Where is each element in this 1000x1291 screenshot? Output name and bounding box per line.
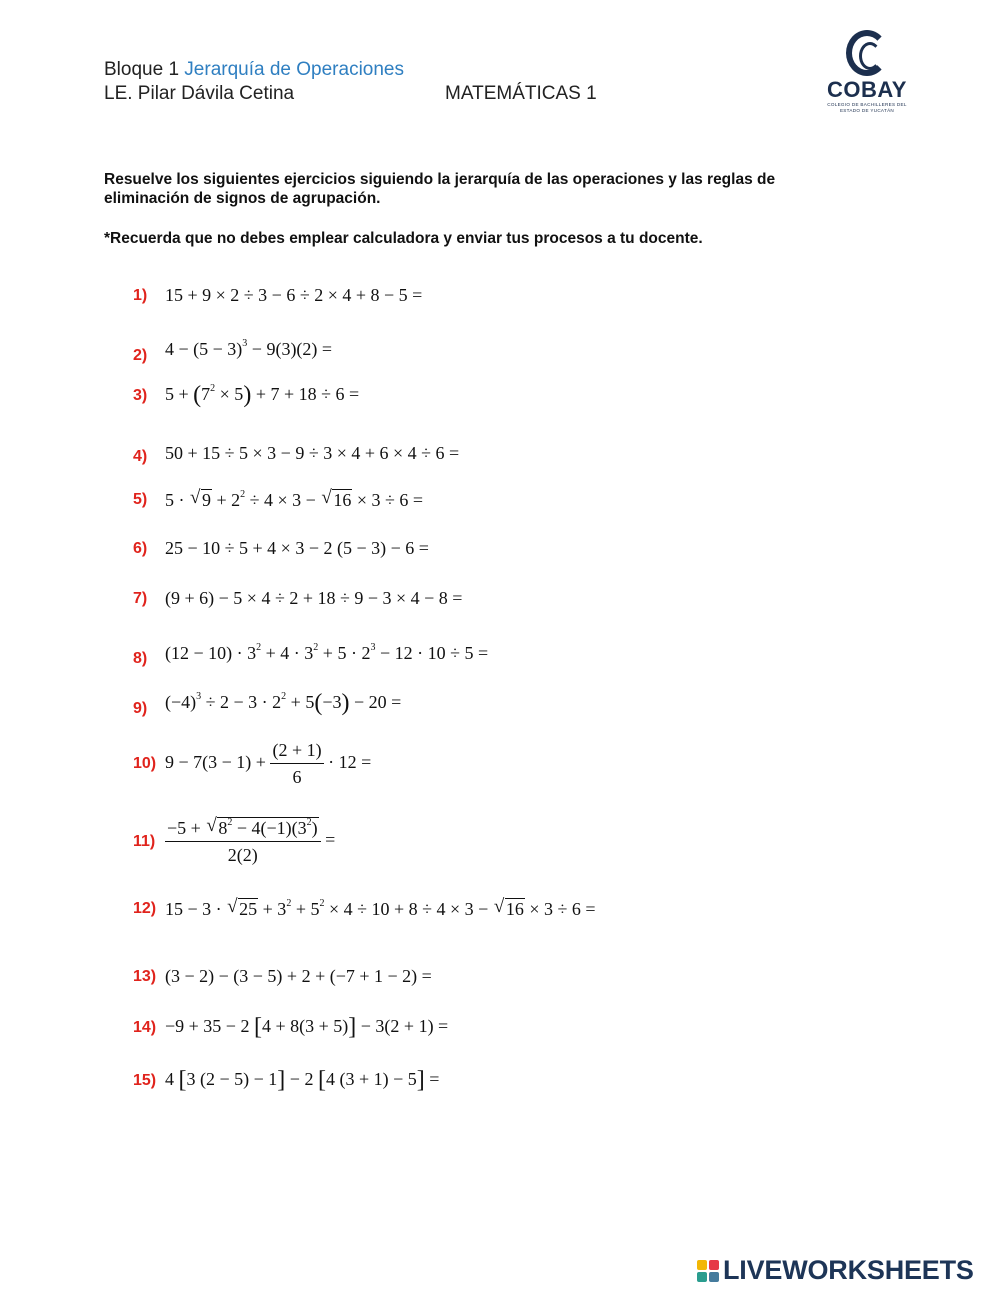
exercise-expression: 5 · √ $9 + 2^2 \div 4 \times 3$ − √ 16 × 3 ÷ 6 =: [165, 489, 423, 511]
exercise-number: 8): [133, 650, 148, 667]
liveworksheets-brand: [697, 1255, 974, 1286]
exercise-number: 14): [133, 1018, 157, 1036]
exercise-2: [133, 333, 332, 365]
instructions-note: *Recuerda que no debes emplear calculadora y enviar tus procesos a tu docente.: [104, 230, 703, 247]
block-topic: Jerarquía de Operaciones: [184, 59, 404, 80]
exercise-expression: $(12 - 10) \cdot 3^2 + 4 \cdot 3^2 + 5 \cdot 2^3 - 12 \cdot 10 \div 5$ =: [165, 641, 489, 663]
exercise-expression: (3 − 2) − (3 − 5) + 2 + (−7 + 1 − 2) =: [165, 966, 432, 986]
exercise-10: [133, 740, 371, 788]
instructions-main: Resuelve los siguientes ejercicios siguiendo la jerarquía de las operaciones y las reglas de eliminación de signos de agrupación.: [104, 171, 776, 207]
exercise-12: [133, 898, 596, 920]
exercise-expression: $\frac{-5 + √ 8^2 - 4(-1)(3^2)}{2(2)}$ =: [165, 817, 335, 866]
exercise-number: 4): [133, 448, 148, 465]
exercise-expression: $5 + (7^2 \times 5) + 7 + 18 \div 6$ =: [165, 382, 360, 408]
logo-wordmark: COBAY: [827, 77, 907, 102]
exercise-8: [133, 638, 488, 668]
exercise-expression: 50 + 15 ÷ 5 × 3 − 9 ÷ 3 × 4 + 6 × 4 ÷ 6 =: [165, 442, 460, 463]
exercise-expression: 9 − 7(3 − 1) + $\frac{(2 + 1)}{6}$ · 12 =: [165, 740, 372, 787]
exercise-7: [133, 588, 462, 609]
exercise-number: 9): [133, 700, 148, 717]
exercise-expression: $(-4)^3 \div 2 - 3 \cdot 2^2 + 5(-3) - 20$ =: [165, 689, 402, 716]
exercise-number: 13): [133, 967, 157, 985]
exercise-expression: 15 + 9 × 2 ÷ 3 − 6 ÷ 2 × 4 + 8 − 5 =: [165, 285, 423, 305]
exercise-number: 12): [133, 900, 157, 917]
exercise-number: 5): [133, 491, 148, 508]
exercise-expression: 4 [3 (2 − 5) − 1] − 2 [4 (3 + 1) − 5] =: [165, 1067, 440, 1093]
brand-wordmark: LIVEWORKSHEETS: [723, 1255, 974, 1285]
exercise-11: [133, 817, 335, 866]
header-block-line: [104, 59, 404, 81]
exercise-6: [133, 538, 429, 559]
exercise-number: 7): [133, 589, 148, 607]
exercise-number: 15): [133, 1071, 157, 1089]
exercise-1: [133, 285, 422, 306]
subject-title: MATEMÁTICAS 1: [445, 83, 597, 104]
exercise-number: 10): [133, 755, 157, 772]
exercise-expression: (9 + 6) − 5 × 4 ÷ 2 + 18 ÷ 9 − 3 × 4 − 8 =: [165, 588, 463, 608]
exercise-expression: 25 − 10 ÷ 5 + 4 × 3 − 2 (5 − 3) − 6 =: [165, 538, 429, 558]
exercise-number: 6): [133, 539, 148, 557]
brand-blocks-icon: [697, 1260, 719, 1282]
exercise-expression: 15 − 3 · √ $25 + 3^2 + 5^2 \times 4 \div 10 + 8 \div 4 \times 3$ − √ 16 × 3 ÷ 6 =: [165, 898, 596, 920]
exercise-5: [133, 489, 423, 511]
exercise-expression: $4 - (5 - 3)^3 - 9(3)(2)$ =: [165, 337, 333, 359]
exercise-9: [133, 688, 401, 718]
exercise-15: [133, 1067, 439, 1094]
exercise-number: 3): [133, 386, 148, 404]
exercise-14: [133, 1014, 448, 1041]
exercise-number: 2): [133, 347, 148, 364]
block-label: Bloque 1: [104, 59, 180, 80]
exercise-3: [133, 382, 359, 409]
exercise-4: [133, 440, 459, 466]
teacher-name: LE. Pilar Dávila Cetina: [104, 83, 295, 104]
logo-mark-icon: [846, 30, 888, 76]
logo-subtitle: COLEGIO DE BACHILLERES DEL ESTADO DE YUCATÁN: [827, 102, 907, 113]
exercise-expression: −9 + 35 − 2 [4 + 8(3 + 5)] − 3(2 + 1) =: [165, 1014, 449, 1040]
cobay-logo: [826, 30, 908, 114]
exercise-number: 1): [133, 286, 148, 304]
exercise-13: [133, 966, 432, 987]
exercise-number: 11): [133, 832, 156, 850]
